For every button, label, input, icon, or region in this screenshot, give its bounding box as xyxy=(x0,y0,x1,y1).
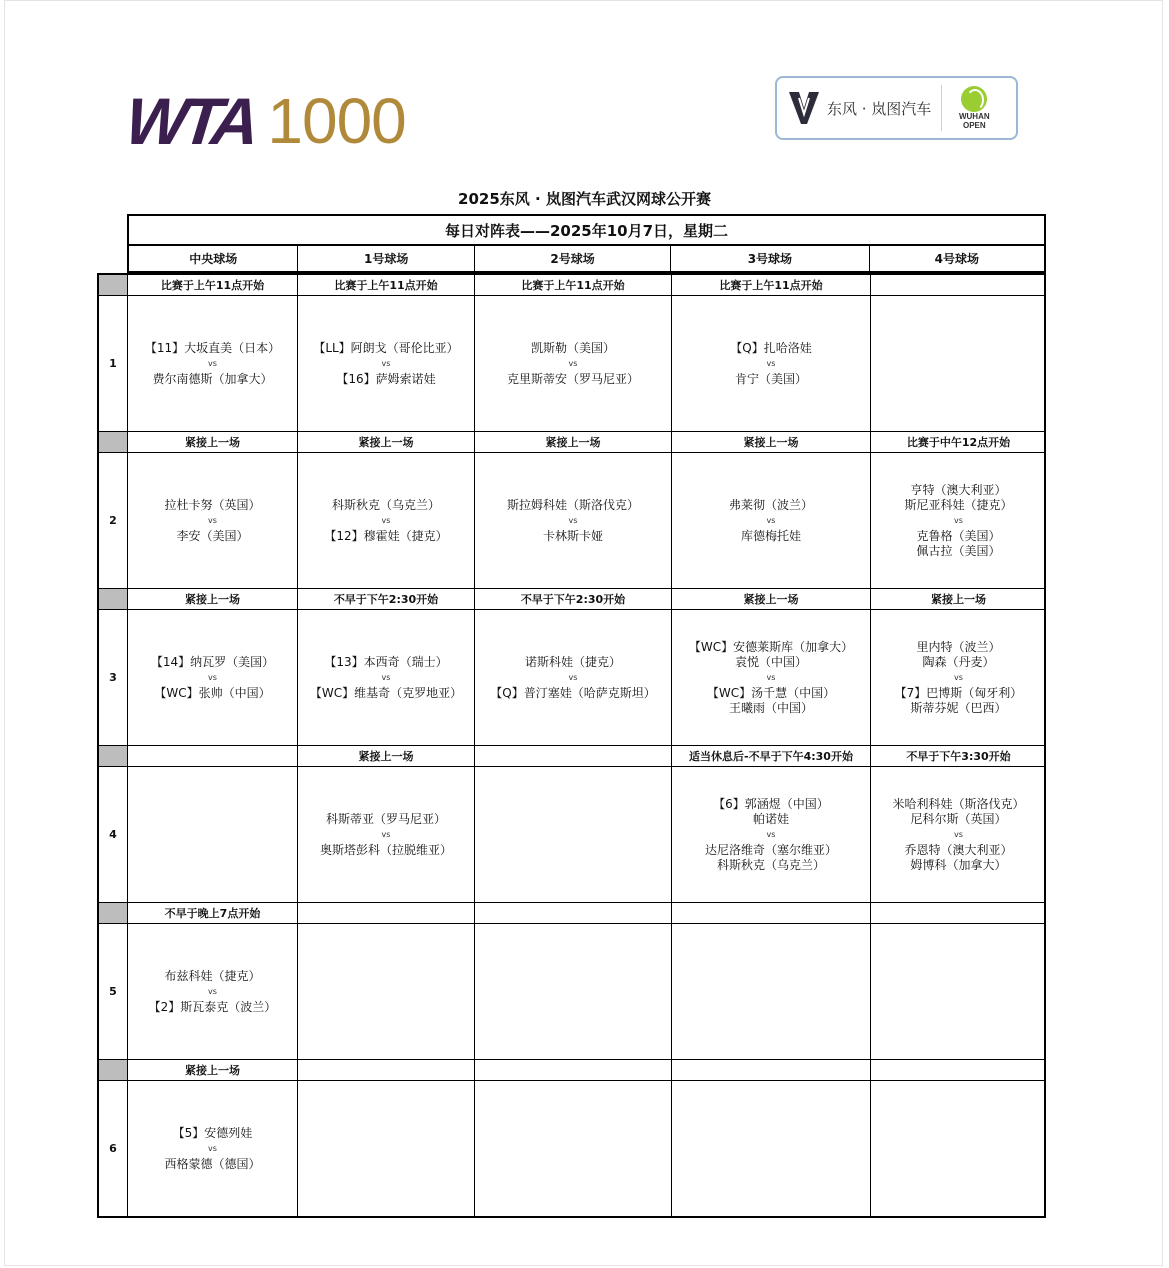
versus-label: vs xyxy=(381,358,391,368)
start-time-cell xyxy=(871,1060,1046,1080)
court-header: 中央球场 xyxy=(129,246,298,271)
player-name: 斯尼亚科娃（捷克） xyxy=(904,497,1013,512)
player-name: 诺斯科娃（捷克） xyxy=(524,654,621,669)
court-header: 2号球场 xyxy=(475,246,671,271)
start-time-cell: 不早于下午2:30开始 xyxy=(298,589,475,609)
match-order-number: 2 xyxy=(99,453,128,588)
match-cell xyxy=(128,767,298,902)
row-shade-cell xyxy=(99,746,128,766)
match-cell xyxy=(128,1081,298,1216)
start-time-row xyxy=(99,432,1044,453)
start-time-cell: 比赛于中午12点开始 xyxy=(906,436,1011,449)
player-name: 【5】安德列娃 xyxy=(172,1125,253,1140)
player-name: 亨特（澳大利亚） xyxy=(910,482,1007,497)
row-shade-cell xyxy=(99,1060,128,1080)
player-name: 克里斯蒂安（罗马尼亚） xyxy=(506,371,639,386)
player-name: 斯蒂芬妮（巴西） xyxy=(910,700,1007,715)
start-time-cell: 比赛于上午11点开始 xyxy=(672,275,871,295)
player-name: 西格蒙德（德国） xyxy=(164,1156,261,1171)
player-name: 王曦雨（中国） xyxy=(728,700,813,715)
match-cell xyxy=(298,453,475,588)
match-cell xyxy=(871,610,1046,745)
match-cell xyxy=(672,453,871,588)
tournament-title: 2025东风 · 岚图汽车武汉网球公开赛 xyxy=(458,190,711,208)
player-name: 【LL】阿朗戈（哥伦比亚） xyxy=(313,340,459,355)
versus-label: vs xyxy=(568,358,578,368)
start-time-cell: 不早于下午3:30开始 xyxy=(906,750,1011,763)
match-cell xyxy=(871,1081,1046,1216)
match-cell xyxy=(475,924,672,1059)
match-row xyxy=(99,296,1044,432)
player-name: 【WC】维基奇（克罗地亚） xyxy=(309,685,463,700)
player-name: 【11】大坂直美（日本） xyxy=(144,340,281,355)
row-shade-cell xyxy=(99,275,128,295)
match-row xyxy=(99,610,1044,746)
start-time-row xyxy=(99,1060,1044,1081)
versus-label: vs xyxy=(568,672,578,682)
versus-label: vs xyxy=(766,515,776,525)
player-name: 【6】郭涵煜（中国） xyxy=(713,796,829,811)
versus-label: vs xyxy=(766,672,776,682)
start-time-cell: 紧接上一场 xyxy=(128,432,298,452)
match-cell xyxy=(871,453,1046,588)
row-shade-cell xyxy=(99,589,128,609)
player-name: 克鲁格（美国） xyxy=(916,528,1001,543)
match-cell xyxy=(672,767,871,902)
match-cell xyxy=(475,610,672,745)
versus-label: vs xyxy=(208,515,217,525)
player-name: 【12】穆霍娃（捷克） xyxy=(324,528,448,543)
row-shade-cell xyxy=(99,903,128,923)
player-name: 姆博科（加拿大） xyxy=(910,857,1007,872)
wuhan-open-text-1: WUHAN xyxy=(958,112,990,121)
sponsor-brand-text: 东风 · 岚图汽车 xyxy=(827,99,932,118)
match-cell xyxy=(672,296,871,431)
player-name: 李安（美国） xyxy=(176,528,249,543)
versus-label: vs xyxy=(381,515,391,525)
versus-label: vs xyxy=(954,829,963,839)
start-time-cell xyxy=(298,903,475,923)
versus-label: vs xyxy=(208,986,217,996)
player-name: 乔恩特（澳大利亚） xyxy=(904,842,1013,857)
player-name: 凯斯勒（美国） xyxy=(530,340,615,355)
court-header: 4号球场 xyxy=(934,252,979,266)
start-time-cell: 紧接上一场 xyxy=(128,1060,298,1080)
start-time-cell: 不早于晚上7点开始 xyxy=(128,903,298,923)
match-order-number: 5 xyxy=(99,924,128,1059)
match-cell xyxy=(672,1081,871,1216)
wta-logo-number: 1000 xyxy=(267,85,406,157)
start-time-row xyxy=(99,589,1044,610)
start-time-cell: 紧接上一场 xyxy=(931,593,986,606)
start-time-cell: 紧接上一场 xyxy=(298,746,475,766)
match-row xyxy=(99,453,1044,589)
player-name: 卡林斯卡娅 xyxy=(542,528,603,543)
player-name: 【7】巴博斯（匈牙利） xyxy=(894,685,1023,700)
match-row xyxy=(99,924,1044,1060)
player-name: 费尔南德斯（加拿大） xyxy=(152,371,273,386)
player-name: 陶森（丹麦） xyxy=(922,654,995,669)
match-cell xyxy=(475,296,672,431)
sponsor-divider xyxy=(941,85,942,131)
start-time-cell xyxy=(871,903,1046,923)
match-cell xyxy=(298,1081,475,1216)
start-time-cell: 比赛于上午11点开始 xyxy=(475,275,672,295)
versus-label: vs xyxy=(208,358,217,368)
player-name: 库德梅托娃 xyxy=(740,528,801,543)
player-name: 达尼洛维奇（塞尔维亚） xyxy=(704,842,837,857)
match-cell xyxy=(475,767,672,902)
row-shade-cell xyxy=(99,432,128,452)
match-cell xyxy=(298,924,475,1059)
player-name: 【WC】汤千慧（中国） xyxy=(706,685,836,700)
tennis-ball-icon xyxy=(961,86,987,112)
player-name: 【WC】安德莱斯库（加拿大） xyxy=(688,639,854,654)
court-header: 1号球场 xyxy=(298,246,474,271)
player-name: 科斯蒂亚（罗马尼亚） xyxy=(325,811,446,826)
start-time-row xyxy=(99,746,1044,767)
start-time-cell xyxy=(475,1060,672,1080)
versus-label: vs xyxy=(208,672,217,682)
player-name: 奥斯塔彭科（拉脱维亚） xyxy=(319,842,452,857)
player-name: 佩古拉（美国） xyxy=(916,543,1001,558)
player-name: 肯宁（美国） xyxy=(734,371,807,386)
start-time-cell xyxy=(475,746,672,766)
start-time-cell xyxy=(672,903,871,923)
start-time-cell xyxy=(298,1060,475,1080)
player-name: 【13】本西奇（瑞士） xyxy=(324,654,448,669)
match-cell xyxy=(298,610,475,745)
start-time-cell xyxy=(672,1060,871,1080)
player-name: 里内特（波兰） xyxy=(916,639,1001,654)
match-cell xyxy=(672,610,871,745)
match-row xyxy=(99,1081,1044,1216)
player-name: 斯拉姆科娃（斯洛伐克） xyxy=(506,497,639,512)
versus-label: vs xyxy=(766,358,776,368)
voyah-emblem-icon xyxy=(787,88,821,128)
player-name: 【Q】普汀塞娃（哈萨克斯坦） xyxy=(490,685,656,700)
start-time-cell xyxy=(475,903,672,923)
versus-label: vs xyxy=(954,672,963,682)
player-name: 【WC】张帅（中国） xyxy=(154,685,271,700)
match-cell xyxy=(672,924,871,1059)
match-cell xyxy=(128,924,298,1059)
match-row xyxy=(99,767,1044,903)
player-name: 米哈利科娃（斯洛伐克） xyxy=(892,796,1025,811)
start-time-cell: 紧接上一场 xyxy=(672,589,871,609)
versus-label: vs xyxy=(766,829,776,839)
start-time-cell: 不早于下午2:30开始 xyxy=(475,589,672,609)
match-cell xyxy=(475,1081,672,1216)
match-cell xyxy=(871,296,1046,431)
versus-label: vs xyxy=(954,515,963,525)
versus-label: vs xyxy=(568,515,578,525)
start-time-cell: 紧接上一场 xyxy=(128,589,298,609)
match-cell xyxy=(128,296,298,431)
match-cell xyxy=(871,767,1046,902)
player-name: 【Q】扎哈洛娃 xyxy=(730,340,812,355)
match-cell xyxy=(298,296,475,431)
start-time-cell xyxy=(128,746,298,766)
player-name: 尼科尔斯（英国） xyxy=(910,811,1007,826)
match-order-number: 1 xyxy=(99,296,128,431)
start-time-row xyxy=(99,275,1044,296)
player-name: 【14】纳瓦罗（美国） xyxy=(150,654,275,669)
start-time-cell xyxy=(871,275,1046,295)
wuhan-open-text-2: OPEN xyxy=(962,121,986,130)
match-cell xyxy=(128,453,298,588)
player-name: 【16】萨姆索诺娃 xyxy=(336,371,436,386)
player-name: 科斯秋克（乌克兰） xyxy=(331,497,440,512)
match-cell xyxy=(475,453,672,588)
wuhan-open-logo xyxy=(948,86,1000,130)
court-header-row xyxy=(127,246,1046,273)
match-order-number: 3 xyxy=(99,610,128,745)
player-name: 拉杜卡努（英国） xyxy=(164,497,261,512)
match-cell xyxy=(128,610,298,745)
player-name: 布兹科娃（捷克） xyxy=(164,968,261,983)
start-time-cell: 比赛于上午11点开始 xyxy=(298,275,475,295)
start-time-cell: 适当休息后-不早于下午4:30开始 xyxy=(672,746,871,766)
player-name: 科斯秋克（乌克兰） xyxy=(716,857,825,872)
match-order-number: 4 xyxy=(99,767,128,902)
match-order-number: 6 xyxy=(99,1081,128,1216)
player-name: 袁悦（中国） xyxy=(734,654,807,669)
order-of-play-subtitle: 每日对阵表——2025年10月7日，星期二 xyxy=(127,214,1046,246)
versus-label: vs xyxy=(381,829,391,839)
start-time-cell: 紧接上一场 xyxy=(475,432,672,452)
wta-logo-word: WTA xyxy=(122,84,258,158)
match-cell xyxy=(298,767,475,902)
start-time-cell: 紧接上一场 xyxy=(672,432,871,452)
versus-label: vs xyxy=(381,672,391,682)
court-header: 3号球场 xyxy=(671,246,869,271)
wta-1000-logo xyxy=(122,84,406,158)
schedule-grid xyxy=(97,273,1046,1218)
versus-label: vs xyxy=(208,1143,217,1153)
start-time-cell: 紧接上一场 xyxy=(298,432,475,452)
player-name: 【2】斯瓦泰克（波兰） xyxy=(148,999,277,1014)
match-cell xyxy=(871,924,1046,1059)
start-time-row xyxy=(99,903,1044,924)
player-name: 弗莱彻（波兰） xyxy=(728,497,813,512)
player-name: 帕诺娃 xyxy=(752,811,789,826)
sponsor-logo xyxy=(775,76,1018,140)
start-time-cell: 比赛于上午11点开始 xyxy=(128,275,298,295)
